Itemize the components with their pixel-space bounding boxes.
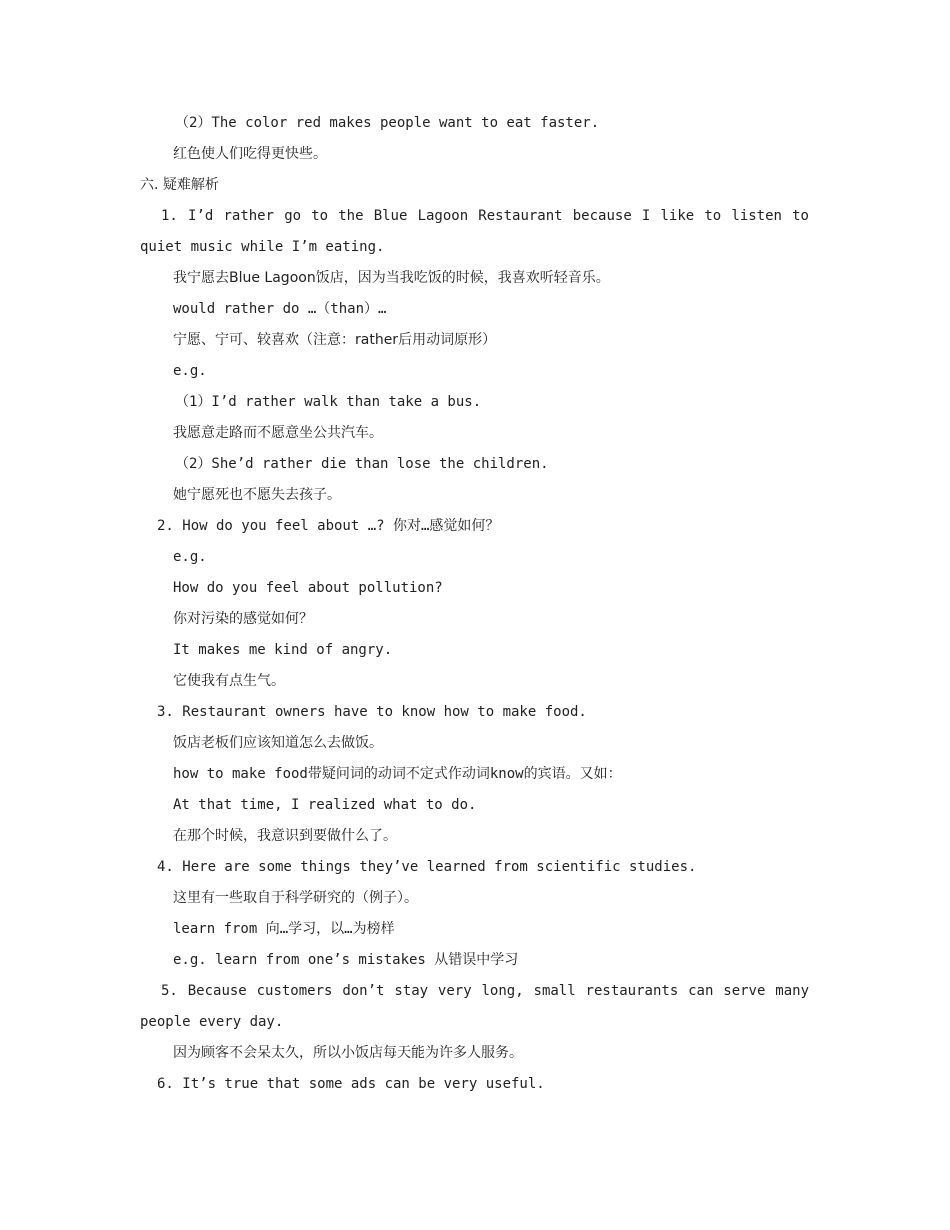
point-5-sentence-cont: people every day. bbox=[140, 1014, 284, 1030]
example-2-sentence: （2）The color red makes people want to eat faster. bbox=[175, 115, 600, 131]
point-3-example: At that time, I realized what to do. bbox=[173, 797, 477, 813]
point-3-example-translation: 在那个时候，我意识到要做什么了。 bbox=[173, 828, 397, 844]
point-6-sentence: 6. It’s true that some ads can be very useful. bbox=[157, 1076, 545, 1092]
point-3-translation: 饭店老板们应该知道怎么去做饭。 bbox=[173, 735, 383, 751]
point-1-example-1: （1）I’d rather walk than take a bus. bbox=[175, 394, 482, 410]
point-1-example-2: （2）She’d rather die than lose the children. bbox=[175, 456, 549, 472]
point-1-pattern: would rather do …（than）… bbox=[173, 301, 387, 317]
point-4-sentence: 4. Here are some things they’ve learned from scientific studies. bbox=[157, 859, 697, 875]
point-1-eg: e.g. bbox=[173, 363, 207, 379]
point-4-example: e.g. learn from one’s mistakes 从错误中学习 bbox=[173, 952, 519, 968]
point-5-translation: 因为顾客不会呆太久，所以小饭店每天能为许多人服务。 bbox=[173, 1045, 523, 1061]
point-2-heading: 2. How do you feel about …? 你对…感觉如何？ bbox=[157, 518, 500, 534]
point-1-example-1-translation: 我愿意走路而不愿意坐公共汽车。 bbox=[173, 425, 383, 441]
point-1-example-2-translation: 她宁愿死也不愿失去孩子。 bbox=[173, 487, 341, 503]
point-3-sentence: 3. Restaurant owners have to know how to make food. bbox=[157, 704, 587, 720]
point-2-answer-translation: 它使我有点生气。 bbox=[173, 673, 285, 689]
point-2-answer: It makes me kind of angry. bbox=[173, 642, 393, 658]
point-5-sentence: 5. Because customers don’t stay very long, small restaurants can serve many bbox=[161, 983, 809, 999]
point-2-eg: e.g. bbox=[173, 549, 207, 565]
point-2-question: How do you feel about pollution? bbox=[173, 580, 443, 596]
point-4-translation: 这里有一些取自于科学研究的（例子）。 bbox=[173, 890, 418, 906]
point-1-sentence-cont: quiet music while I’m eating. bbox=[140, 239, 385, 255]
point-1-sentence: 1. I’d rather go to the Blue Lagoon Restaurant because I like to listen to bbox=[161, 208, 809, 224]
point-1-meaning: 宁愿、宁可、较喜欢（注意：rather后用动词原形） bbox=[173, 332, 497, 348]
point-4-phrase: learn from 向…学习，以…为榜样 bbox=[173, 921, 395, 937]
point-2-question-translation: 你对污染的感觉如何？ bbox=[173, 611, 313, 627]
example-2-translation: 红色使人们吃得更快些。 bbox=[173, 146, 327, 162]
section-heading: 六. 疑难解析 bbox=[140, 177, 219, 193]
point-3-note: how to make food带疑问词的动词不定式作动词know的宾语。又如： bbox=[173, 766, 622, 782]
point-1-translation: 我宁愿去Blue Lagoon饭店，因为当我吃饭的时候，我喜欢听轻音乐。 bbox=[173, 270, 610, 286]
